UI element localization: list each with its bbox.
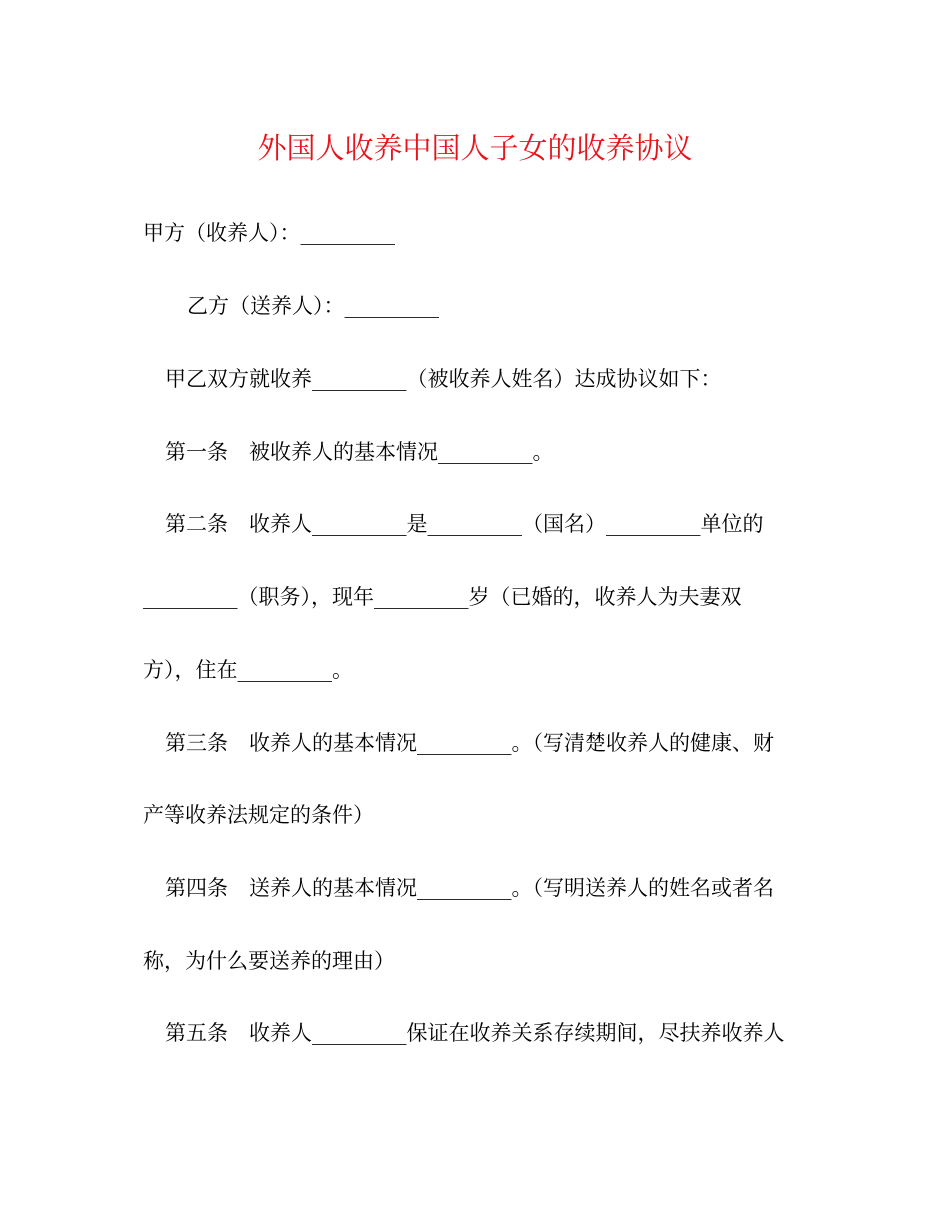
agreement-intro-line: 甲乙双方就收养_________（被收养人姓名）达成协议如下：: [165, 367, 722, 391]
article-4-line-2: 称，为什么要送养的理由）: [143, 949, 395, 973]
document-title: 外国人收养中国人子女的收养协议: [257, 131, 693, 165]
article-3-line-2: 产等收养法规定的条件）: [143, 803, 374, 827]
article-5-line-1: 第五条 收养人_________保证在收养关系存续期间，尽扶养收养人: [165, 1021, 785, 1045]
article-1-line: 第一条 被收养人的基本情况_________。: [165, 440, 554, 464]
party-b-line: 乙方（送养人）：_________: [187, 294, 439, 318]
article-3-line-1: 第三条 收养人的基本情况_________。（写清楚收养人的健康、财: [165, 731, 774, 755]
party-a-line: 甲方（收养人）：_________: [143, 221, 395, 245]
article-2-line-2: _________（职务），现年_________岁（已婚的，收养人为夫妻双: [143, 585, 742, 609]
article-2-line-1: 第二条 收养人_________是_________（国名）_________单位的: [165, 512, 764, 536]
article-4-line-1: 第四条 送养人的基本情况_________。（写明送养人的姓名或者名: [165, 876, 774, 900]
article-2-line-3: 方），住在_________。: [143, 658, 353, 682]
